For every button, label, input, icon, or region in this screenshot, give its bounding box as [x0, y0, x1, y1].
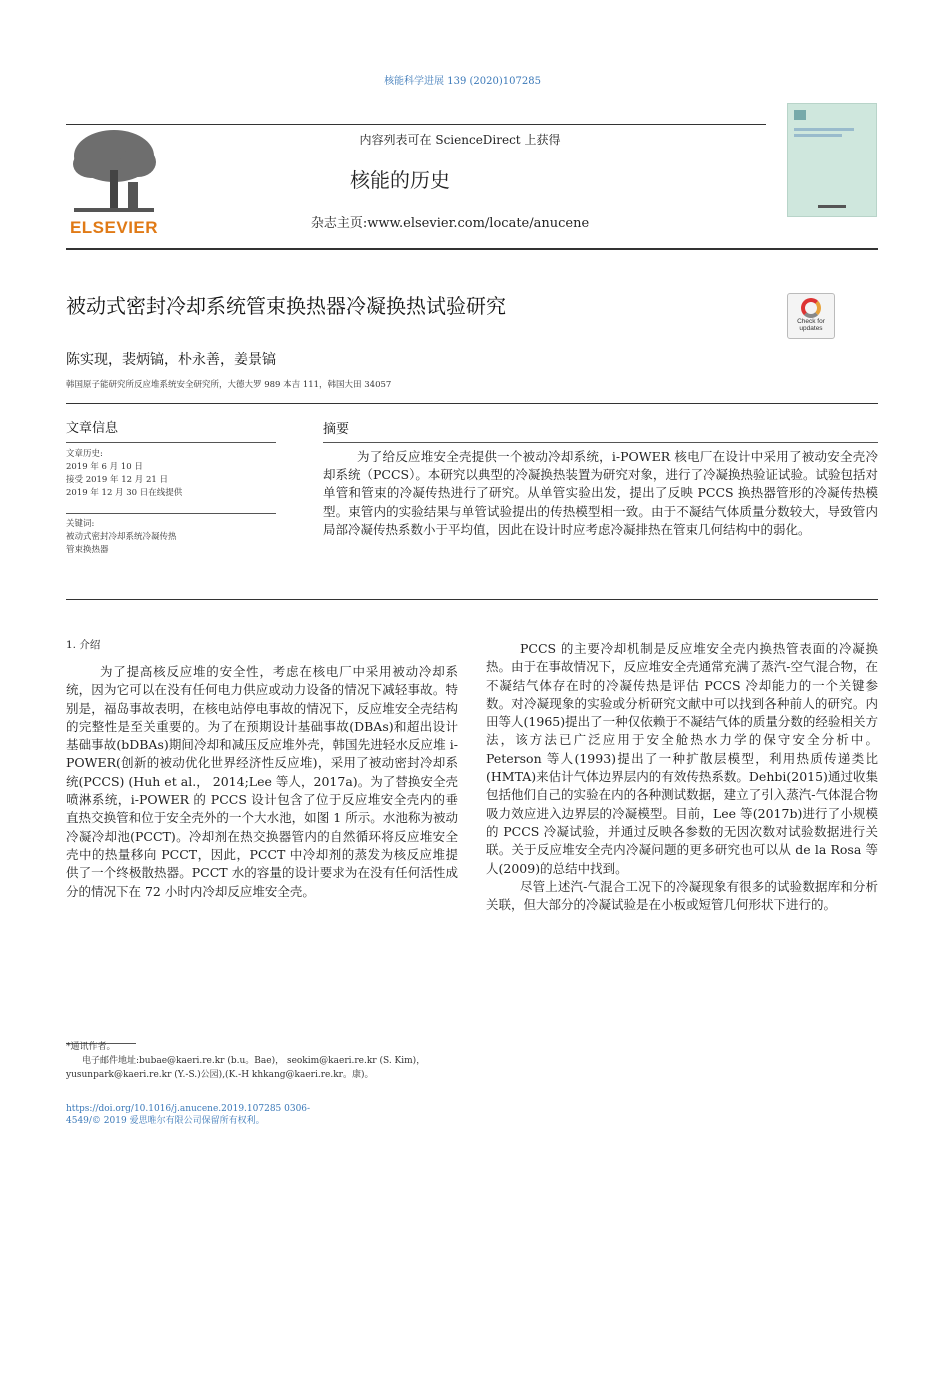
affiliation: 韩国原子能研究所反应堆系统安全研究所，大德大罗 989 本吉 111，韩国大田 34057 — [66, 380, 392, 390]
body-column-right — [486, 640, 878, 914]
history-label: 文章历史: — [66, 449, 103, 459]
elsevier-logo-text[interactable]: ELSEVIER — [69, 218, 159, 237]
paragraph: 尽管上述汽-气混合工况下的冷凝现象有很多的试验数据库和分析关联，但大部分的冷凝试验是在小板或短管几何形状下进行的。 — [486, 878, 878, 913]
keyword-item: 被动式密封冷却系统冷凝传热 — [66, 532, 177, 542]
header-rule-bottom — [66, 248, 878, 250]
abstract-text: 为了给反应堆安全壳提供一个被动冷却系统，i-POWER 核电厂在设计中采用了被动安全壳冷却系统（PCCS）。本研究以典型的冷凝换热装置为研究对象，进行了冷凝换热验证试验。试验包括对单管和管束的冷凝传热进行了研究。从单管实验出发，提出了反映 PCCS 换热器管形的冷凝传热模型。束管内的实验结果与单管试验提出的传热模型相一致。由于不凝结气体质量分数较大，导致管内局部冷凝传热系数小于平均值，因此在设计时应考虑冷凝排热在管束几何结构中的弱化。 — [323, 449, 878, 537]
article-info-rule — [66, 442, 276, 443]
section-heading-introduction: 1. 介绍 — [66, 639, 101, 651]
keywords — [66, 518, 296, 557]
keywords-rule — [66, 513, 276, 514]
email-addresses[interactable]: 电子邮件地址:bubae@kaeri.re.kr (b.u。Bae)， seokim@kaeri.re.kr (S. Kim)，yusunpark@kaeri.re.kr (Y.-S.)公园),(K.-H khkang@kaeri.re.kr。康)。 — [66, 1056, 426, 1080]
footnote — [66, 1040, 466, 1082]
online-date: 2019 年 12 月 30 日在线提供 — [66, 488, 183, 498]
paragraph: PCCS 的主要冷却机制是反应堆安全壳内换热管表面的冷凝换热。由于在事故情况下，反应堆安全壳通常充满了蒸汽-空气混合物，在不凝结气体存在时的冷凝传热是评估 PCCS 冷却能力的一个关键参数。对冷凝现象的实验或分析研究文献中可以找到各种前人的研究。内田等人(1965)提出了一种仅依赖于不凝结气体的质量分数的经验相关方法，该方法已广泛应用于安全舱热水力学的保守安全分析中。Peterson 等人(1993)提出了一种扩散层模型，利用热质传递类比(HMTA)来估计气体边界层内的有效传热系数。Dehbi(2015)通过收集包括他们自己的实验在内的各种测试数据，建立了引入蒸汽-气体混合物吸力效应进入边界层的冷凝模型。目前，Lee 等(2017b)进行了小规模的 PCCS 冷凝试验，并通过反映各参数的无因次数对试验数据进行关联。关于反应堆安全壳内冷凝问题的更多研究也可以从 de la Rosa 等人(2009)的总结中找到。 — [486, 641, 878, 876]
intro-paragraph-left: 为了提高核反应堆的安全性，考虑在核电厂中采用被动冷却系统，因为它可以在没有任何电力供应或动力设备的情况下减轻事故。特别是，福岛事故表明，在核电站停电事故的情况下，反应堆安全壳结构的完整性是至关重要的。为了在预期设计基础事故(DBAs)和超出设计基础事故(bDBAs)期间冷却和减压反应堆外壳，韩国先进轻水反应堆 i-POWER(创新的被动优化世界经济性反应堆)，采用了被动密封冷却系统(PCCS) (Huh et al.， 2014;Lee 等人，2017a)。为了替换安全壳喷淋系统，i-POWER 的 PCCS 设计包含了位于反应堆安全壳内的垂直热交换管和位于安全壳外的一个大水池，如图 1 所示。水池称为被动冷凝冷却池(PCCT)。冷却剂在热交换器管内的自然循环将反应堆安全壳中的热量移向 PCCT，因此，PCCT 中冷却剂的蒸发为核反应堆提供了一个终极散热器。PCCT 水的容量的设计要求为在没有任何活性成分的情况下在 72 小时内冷却反应堆安全壳。 — [66, 664, 458, 899]
article-info-heading: 文章信息 — [66, 421, 119, 436]
journal-cover-thumbnail[interactable] — [787, 103, 877, 217]
abstract-rule-bottom — [66, 599, 878, 600]
journal-name: 核能的历史 — [350, 168, 450, 192]
info-rule-top — [66, 403, 878, 404]
corresponding-author-note: *通讯作者。 — [66, 1042, 116, 1052]
accepted-date: 接受 2019 年 12 月 21 日 — [66, 475, 168, 485]
elsevier-tree-logo — [66, 126, 162, 216]
article-title: 被动式密封冷却系统管束换热器冷凝换热试验研究 — [66, 294, 506, 318]
journal-homepage[interactable]: 杂志主页:www.elsevier.com/locate/anucene — [310, 216, 590, 231]
check-for-updates-badge[interactable] — [787, 293, 835, 339]
journal-reference[interactable]: 核能科学进展 139 (2020)107285 — [384, 76, 541, 87]
abstract-heading: 摘要 — [323, 422, 350, 437]
doi-copyright[interactable]: https://doi.org/10.1016/j.anucene.2019.107285 0306-4549/© 2019 爱思唯尔有限公司保留所有权利。 — [66, 1104, 311, 1126]
keyword-item: 管束换热器 — [66, 545, 109, 555]
received-date: 2019 年 6 月 10 日 — [66, 462, 143, 472]
check-updates-label: Check for updates — [797, 318, 825, 332]
article-history — [66, 448, 296, 500]
abstract-rule — [323, 442, 878, 443]
authors[interactable]: 陈实现，裴炳镐，朴永善，姜景镐 — [66, 352, 276, 368]
keywords-label: 关键词: — [66, 519, 95, 529]
header-rule-top — [66, 124, 766, 125]
availability-text: 内容列表可在 ScienceDirect 上获得 — [359, 133, 561, 147]
check-updates-icon — [801, 298, 821, 318]
